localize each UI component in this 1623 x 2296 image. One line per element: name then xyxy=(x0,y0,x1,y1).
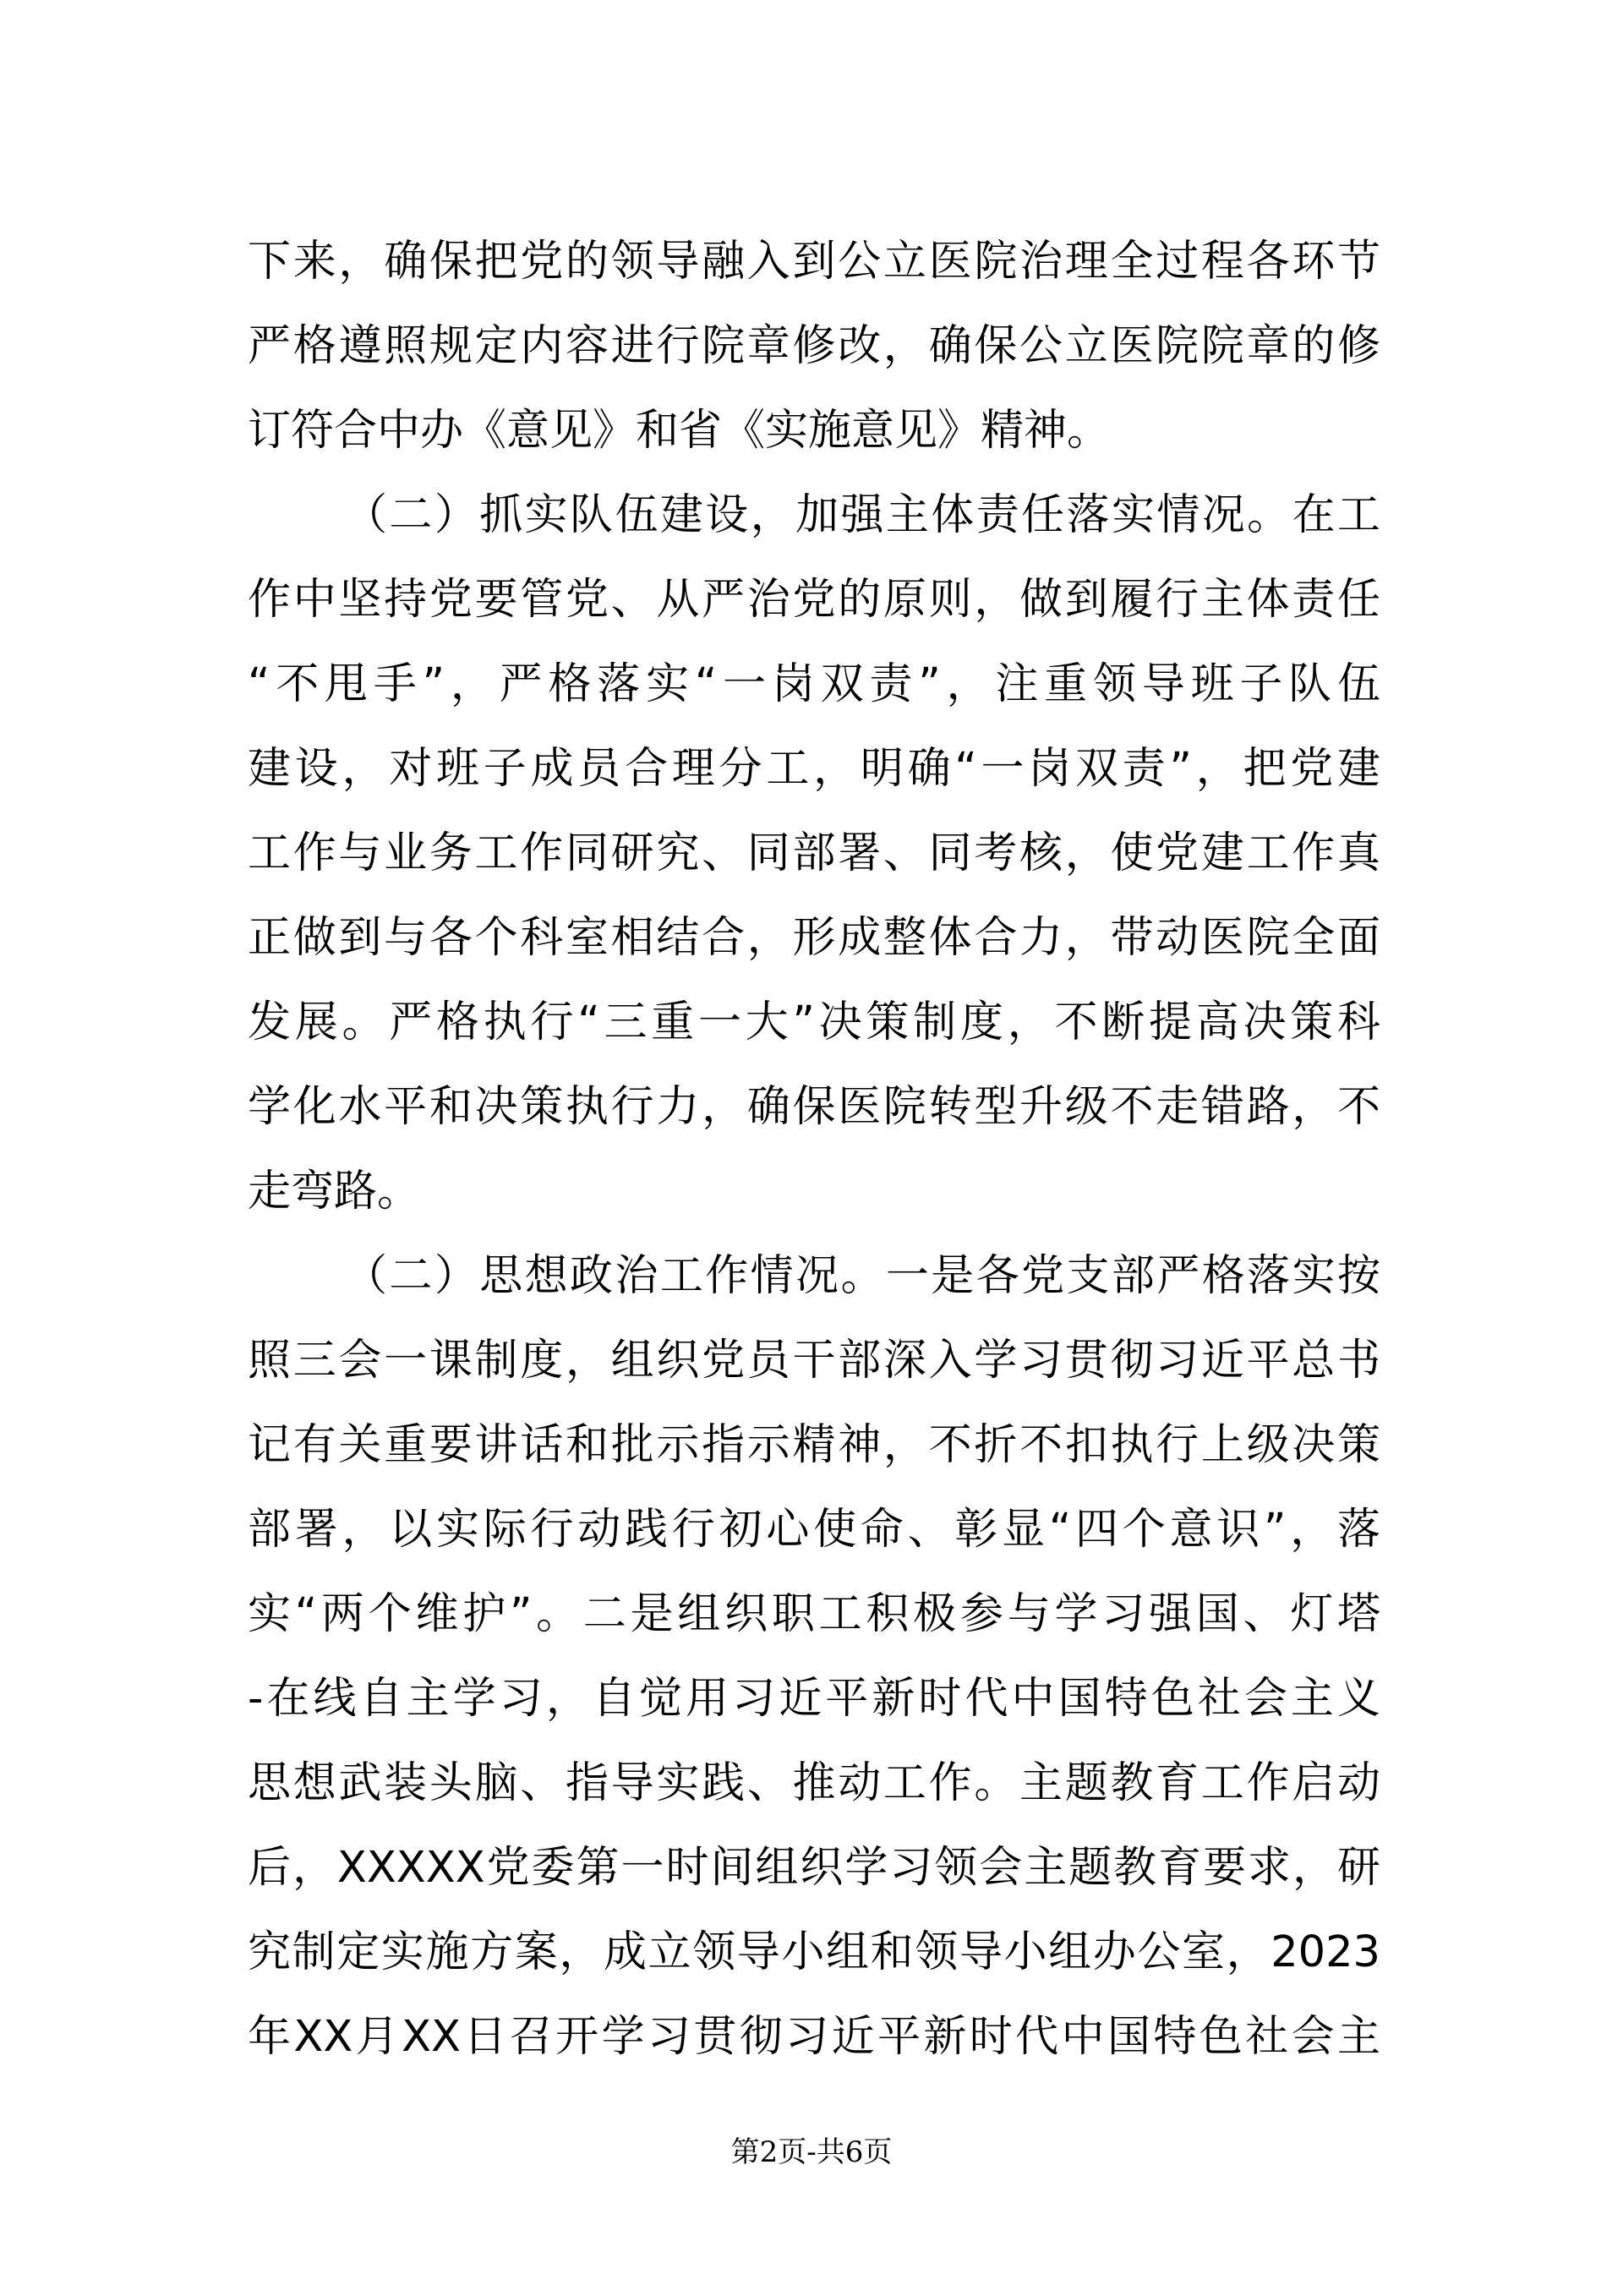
text-line: 究制定实施方案，成立领导小组和领导小组办公室，2023 xyxy=(248,1927,1380,1977)
text-line: 年XX月XX日召开学习贯彻习近平新时代中国特色社会主 xyxy=(248,2012,1380,2062)
text-line: 后，XXXXX党委第一时间组织学习领会主题教育要求，研 xyxy=(248,1843,1380,1893)
text-line: 下来，确保把党的领导融入到公立医院治理全过程各环节 xyxy=(248,237,1380,287)
section-heading-line: （二）思想政治工作情况。一是各党支部严格落实按 xyxy=(344,1251,1380,1301)
text-line: 正做到与各个科室相结合，形成整体合力，带动医院全面 xyxy=(248,913,1380,963)
text-line: 走弯路。 xyxy=(248,1167,421,1216)
text-line: 建设，对班子成员合理分工，明确“一岗双责”，把党建 xyxy=(248,744,1380,794)
text-line: 记有关重要讲话和批示指示精神，不折不扣执行上级决策 xyxy=(248,1420,1380,1470)
text-line: 作中坚持党要管党、从严治党的原则，做到履行主体责任 xyxy=(248,575,1380,625)
text-line: 实“两个维护”。二是组织职工积极参与学习强国、灯塔 xyxy=(248,1589,1380,1639)
text-line: “不甩手”，严格落实“一岗双责”，注重领导班子队伍 xyxy=(248,659,1380,709)
text-line: 学化水平和决策执行力，确保医院转型升级不走错路，不 xyxy=(248,1082,1380,1132)
text-line: 部署，以实际行动践行初心使命、彰显“四个意识”，落 xyxy=(248,1505,1380,1555)
section-heading-line: （二）抓实队伍建设，加强主体责任落实情况。在工 xyxy=(344,490,1380,540)
text-line: 工作与业务工作同研究、同部署、同考核，使党建工作真 xyxy=(248,828,1380,878)
text-line: 订符合中办《意见》和省《实施意见》精神。 xyxy=(248,406,1111,456)
text-line: -在线自主学习，自觉用习近平新时代中国特色社会主义 xyxy=(248,1674,1380,1724)
text-line: 照三会一课制度，组织党员干部深入学习贯彻习近平总书 xyxy=(248,1336,1380,1386)
text-line: 思想武装头脑、指导实践、推动工作。主题教育工作启动 xyxy=(248,1758,1380,1808)
text-line: 严格遵照规定内容进行院章修改，确保公立医院院章的修 xyxy=(248,321,1380,371)
page-number-footer: 第2页-共6页 xyxy=(730,2135,893,2169)
text-line: 发展。严格执行“三重一大”决策制度，不断提高决策科 xyxy=(248,998,1380,1047)
